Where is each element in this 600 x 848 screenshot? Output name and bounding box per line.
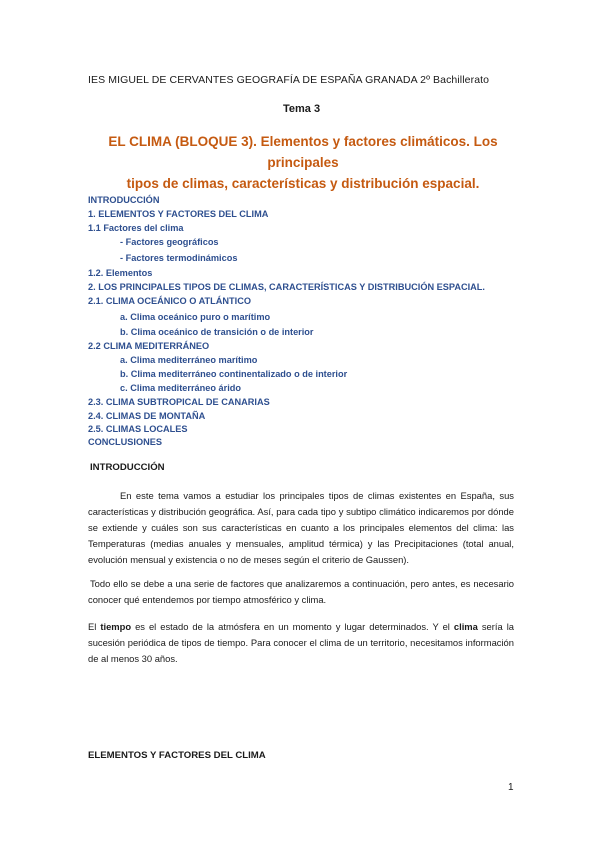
toc-item[interactable]: 2.5. CLIMAS LOCALES xyxy=(88,424,188,434)
document-header: IES MIGUEL DE CERVANTES GEOGRAFÍA DE ESPAÑA GRANADA 2º Bachillerato xyxy=(88,74,490,86)
para3-text: es el estado de la atmósfera en un momento y lugar determinados. Y el xyxy=(131,621,454,632)
intro-paragraph-3 xyxy=(88,619,514,667)
toc-item[interactable]: 1.2. Elementos xyxy=(88,268,153,278)
toc-item[interactable]: b. Clima mediterráneo continentalizado o de interior xyxy=(120,369,348,379)
topic-number: Tema 3 xyxy=(283,103,321,115)
toc-item[interactable]: 2. LOS PRINCIPALES TIPOS DE CLIMAS, CARACTERÍSTICAS Y DISTRIBUCIÓN ESPACIAL. xyxy=(88,282,485,292)
toc-item[interactable]: 2.4. CLIMAS DE MONTAÑA xyxy=(88,411,206,421)
toc-item[interactable]: INTRODUCCIÓN xyxy=(88,195,160,205)
para3-text: sería la sucesión periódica de tipos de tiempo. Para conocer el clima de un territorio, necesitamos información de al menos 30 años. xyxy=(88,621,514,664)
intro-paragraph-1: En este tema vamos a estudiar los principales tipos de climas existentes en España, sus características y distribución geográfica. Así, para cada tipo y subtipo climático indicaremos por dónde se extiende y cuáles son sus características en cuanto a los principales elementos del clima: las Temperaturas (medias anuales y mensuales, amplitud térmica) y las Precipitaciones (total anual, evolución mensual y existencia o no de meses según el criterio de Gaussen). xyxy=(88,490,514,565)
section-heading: ELEMENTOS Y FACTORES DEL CLIMA xyxy=(88,750,266,761)
term-clima: clima xyxy=(453,621,478,632)
title-line-2: tipos de climas, características y distribución espacial. xyxy=(126,176,480,191)
toc-item[interactable]: b. Clima oceánico de transición o de interior xyxy=(120,327,314,337)
term-tiempo: tiempo xyxy=(100,621,132,632)
toc-item[interactable]: 1. ELEMENTOS Y FACTORES DEL CLIMA xyxy=(88,209,269,219)
introduction-heading: INTRODUCCIÓN xyxy=(90,462,165,473)
toc-item[interactable]: c. Clima mediterráneo árido xyxy=(120,383,242,393)
toc-item[interactable]: 2.2 CLIMA MEDITERRÁNEO xyxy=(88,341,210,351)
toc-item[interactable]: a. Clima mediterráneo marítimo xyxy=(120,355,258,365)
toc-item[interactable]: 1.1 Factores del clima xyxy=(88,223,184,233)
para3-text: El xyxy=(88,621,101,632)
title-line-1: EL CLIMA (BLOQUE 3). Elementos y factores climáticos. Los principales xyxy=(108,134,498,170)
toc-item[interactable]: a. Clima oceánico puro o marítimo xyxy=(120,312,271,322)
toc-item[interactable]: - Factores geográficos xyxy=(120,237,219,247)
toc-item[interactable]: - Factores termodinámicos xyxy=(120,253,238,263)
page-number: 1 xyxy=(508,782,514,793)
toc-item[interactable]: 2.1. CLIMA OCEÁNICO O ATLÁNTICO xyxy=(88,296,251,306)
toc-item[interactable]: 2.3. CLIMA SUBTROPICAL DE CANARIAS xyxy=(88,397,270,407)
toc-item[interactable]: CONCLUSIONES xyxy=(88,437,163,447)
document-title xyxy=(88,131,518,194)
intro-paragraph-2: Todo ello se debe a una serie de factores que analizaremos a continuación, pero antes, es necesario conocer qué entendemos por tiempo atmosférico y clima. xyxy=(88,578,514,605)
